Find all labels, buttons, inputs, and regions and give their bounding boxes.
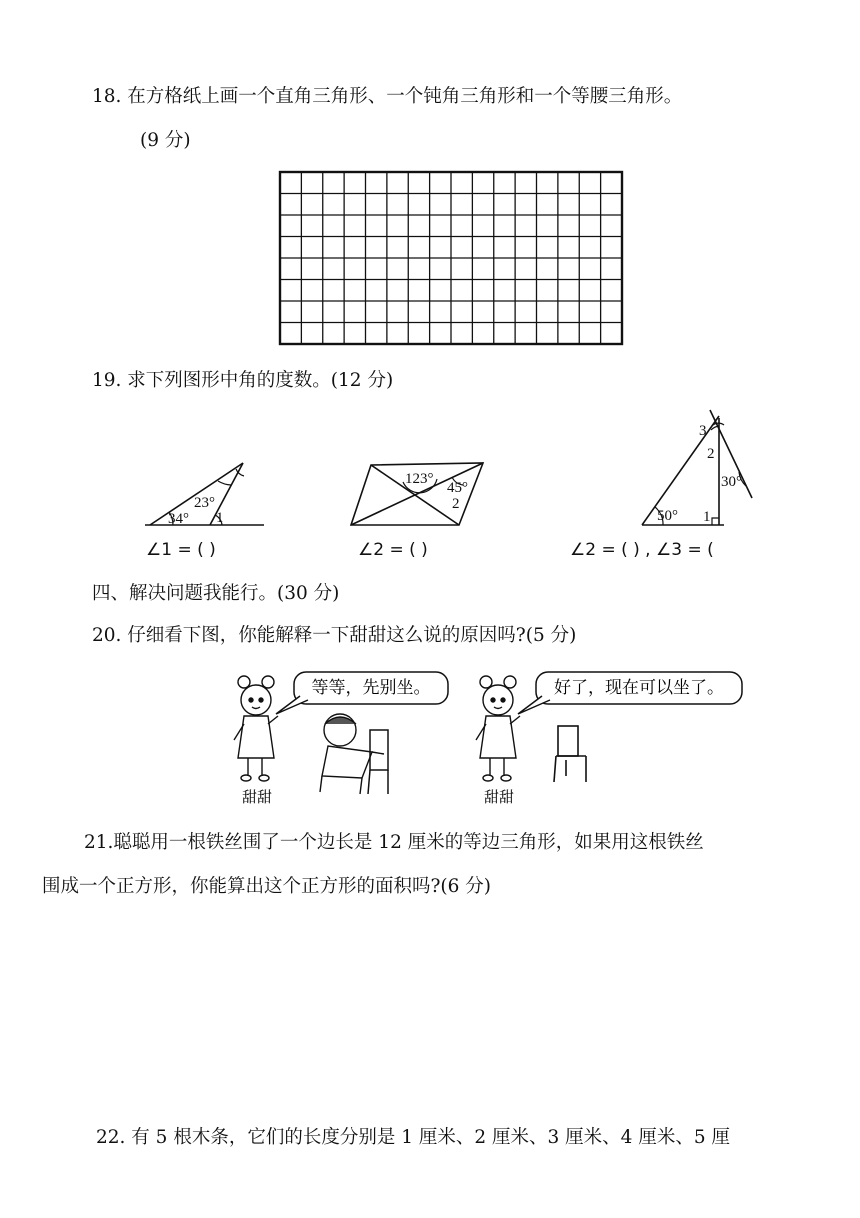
fig1-angle-b: 34° xyxy=(168,511,189,527)
q22-text: 22. 有 5 根木条，它们的长度分别是 1 厘米、2 厘米、3 厘米、4 厘米、5 厘 xyxy=(96,1127,730,1148)
cartoon-panel-right xyxy=(466,660,756,808)
boy-figure xyxy=(320,714,384,794)
fig2-angle-a: 123° xyxy=(405,471,434,487)
fig2-answer: ∠2 = ( ) xyxy=(358,540,428,560)
fig1-angle-c: 1 xyxy=(216,510,224,526)
figure-right-triangle xyxy=(636,408,760,530)
name-left: 甜甜 xyxy=(242,788,273,806)
q21-line1: 21.聪聪用一根铁丝围了一个边长是 12 厘米的等边三角形，如果用这根铁丝 xyxy=(84,832,704,853)
fig3-answer: ∠2 = ( ) , ∠3 = ( xyxy=(570,540,714,560)
q21-line2: 围成一个正方形，你能算出这个正方形的面积吗?(6 分) xyxy=(42,876,492,897)
fig2-angle-b: 45° xyxy=(447,480,468,496)
fig1-angle-a: 23° xyxy=(194,495,215,511)
fig3-angle-a: 3 xyxy=(699,423,707,439)
fig3-angle-c: 30° xyxy=(721,474,742,490)
cartoon-panel-left xyxy=(222,660,454,808)
girl-figure xyxy=(234,676,278,781)
chair-right xyxy=(554,726,586,782)
fig1-answer: ∠1 = ( ) xyxy=(146,540,216,560)
fig3-angle-d: 50° xyxy=(657,508,678,524)
q18-text: 18. 在方格纸上画一个直角三角形、一个钝角三角形和一个等腰三角形。 xyxy=(92,86,683,107)
figure-parallelogram xyxy=(345,455,490,535)
section-heading: 四、解决问题我能行。(30 分) xyxy=(92,583,340,604)
fig3-angle-e: 1 xyxy=(703,509,711,525)
bubble-right-text: 好了，现在可以坐了。 xyxy=(554,678,724,698)
chair-left xyxy=(368,730,388,794)
grid-paper xyxy=(278,170,626,348)
name-right: 甜甜 xyxy=(484,788,515,806)
figure-triangle-1 xyxy=(140,455,270,535)
q20-text: 20. 仔细看下图，你能解释一下甜甜这么说的原因吗?(5 分) xyxy=(92,625,577,646)
fig2-angle-c: 2 xyxy=(452,496,460,512)
girl-figure-right xyxy=(476,676,520,781)
q18-points: (9 分) xyxy=(140,130,191,151)
q19-text: 19. 求下列图形中角的度数。(12 分) xyxy=(92,370,394,391)
bubble-left-text: 等等，先别坐。 xyxy=(311,678,431,698)
fig3-angle-b: 2 xyxy=(707,446,715,462)
